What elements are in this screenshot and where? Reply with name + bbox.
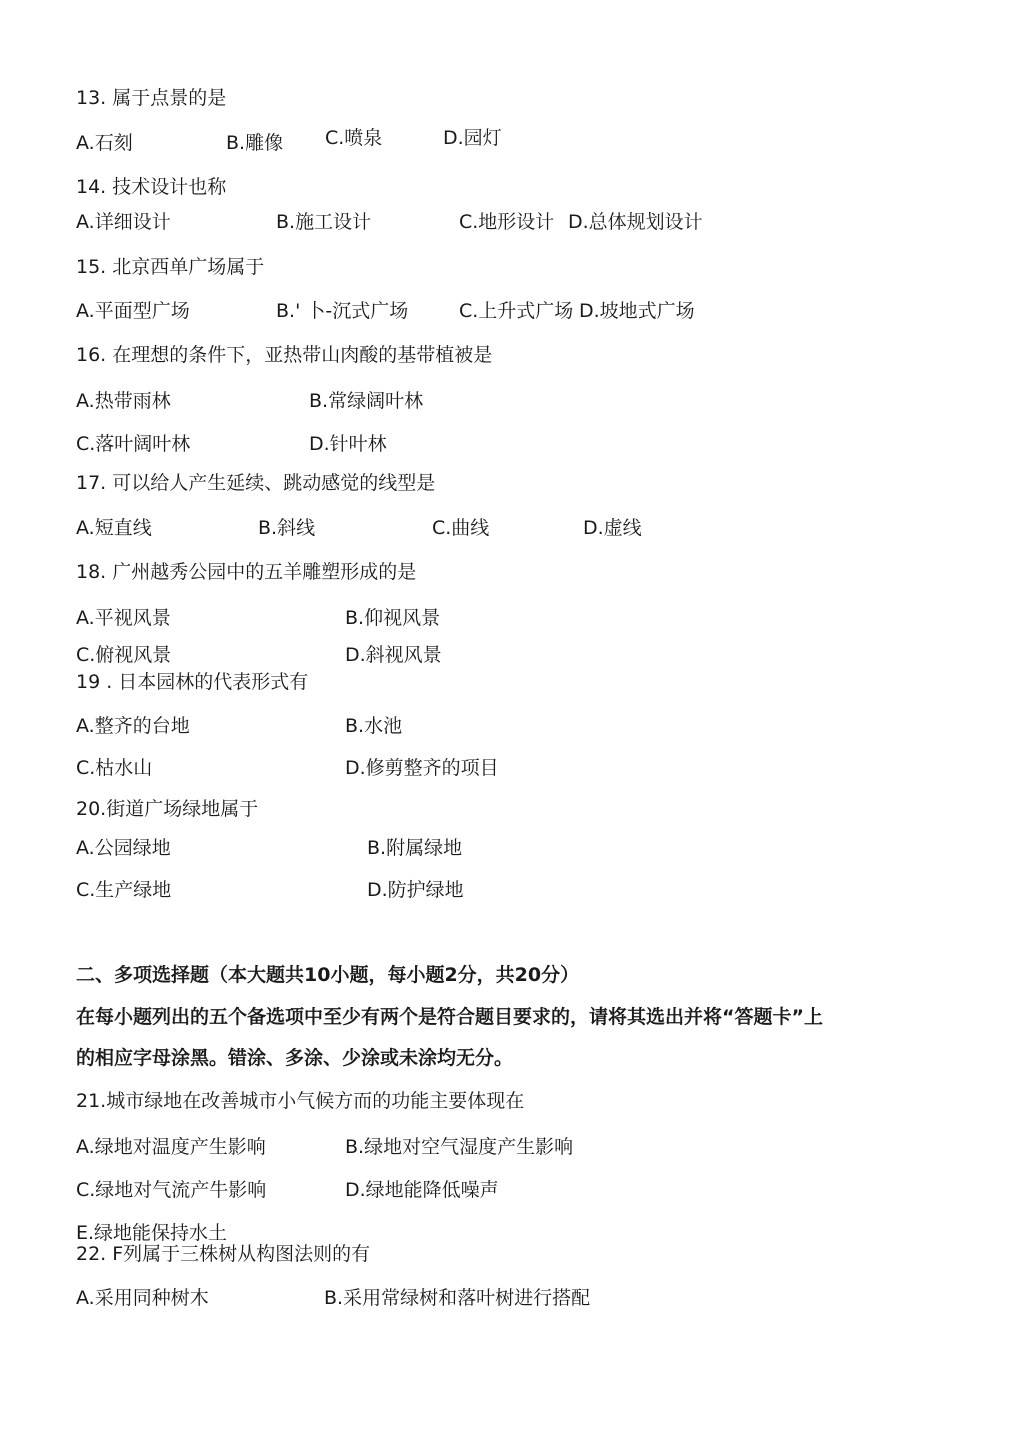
question-20-option-b: B.附属绿地 <box>367 837 463 859</box>
question-16-option-d: D.针叶林 <box>309 433 387 455</box>
question-15-option-a: A.平面型广场 <box>76 300 190 322</box>
question-15-stem: 15. 北京西单广场属于 <box>76 256 265 278</box>
question-17-option-a: A.短直线 <box>76 517 152 539</box>
question-22-option-b: B.采用常绿树和落叶树进行搭配 <box>324 1287 591 1309</box>
question-15-option-d: D.坡地式广场 <box>579 300 695 322</box>
question-22-stem: 22. F列属于三株树从构图法则的有 <box>76 1243 371 1265</box>
question-17-option-d: D.虚线 <box>583 517 642 539</box>
question-13-option-d: D.园灯 <box>443 127 502 149</box>
question-17-option-b: B.斜线 <box>258 517 316 539</box>
question-14-option-b: B.施工设计 <box>276 211 372 233</box>
question-20-stem: 20.街道广场绿地属于 <box>76 798 259 820</box>
question-14-option-d: D.总体规划设计 <box>568 211 703 233</box>
question-21-option-b: B.绿地对空气湿度产生影响 <box>345 1136 574 1158</box>
question-21-stem: 21.城市绿地在改善城市小气候方而的功能主要体现在 <box>76 1090 525 1112</box>
question-16-option-c: C.落叶阔叶林 <box>76 433 191 455</box>
question-14-option-c: C.地形设计 <box>459 211 555 233</box>
question-20-option-a: A.公园绿地 <box>76 837 171 859</box>
question-21-option-a: A.绿地对温度产生影响 <box>76 1136 266 1158</box>
question-14-stem: 14. 技术设计也称 <box>76 176 227 198</box>
section-instruction-line-1: 在每小题列出的五个备选项中至少有两个是符合题目要求的，请将其选出并将“答题卡”上 <box>76 1006 823 1028</box>
question-14-option-a: A.详细设计 <box>76 211 171 233</box>
question-19-stem: 19 . 日本园林的代表形式有 <box>76 671 309 693</box>
question-19-option-c: C.枯水山 <box>76 757 153 779</box>
question-18-option-b: B.仰视风景 <box>345 607 441 629</box>
question-18-option-c: C.俯视风景 <box>76 644 172 666</box>
question-15-option-b: B.' 卜-沉式广场 <box>276 300 409 322</box>
section-heading: 二、多项选择题（本大题共10小题，每小题2分，共20分） <box>76 964 580 986</box>
question-19-option-d: D.修剪整齐的项目 <box>345 757 499 779</box>
question-16-option-a: A.热带雨林 <box>76 390 171 412</box>
question-20-option-d: D.防护绿地 <box>367 879 464 901</box>
question-19-option-a: A.整齐的台地 <box>76 715 190 737</box>
question-18-option-a: A.平视风景 <box>76 607 171 629</box>
question-13-stem: 13. 属于点景的是 <box>76 87 227 109</box>
question-13-option-b: B.雕像 <box>226 132 284 154</box>
question-21-option-c: C.绿地对气流产牛影响 <box>76 1179 267 1201</box>
question-20-option-c: C.生产绿地 <box>76 879 172 901</box>
question-17-stem: 17. 可以给人产生延续、跳动感觉的线型是 <box>76 472 436 494</box>
question-16-stem: 16. 在理想的条件下，亚热带山肉酸的基带植被是 <box>76 344 493 366</box>
question-21-option-e: E.绿地能保持水土 <box>76 1222 228 1244</box>
question-22-option-a: A.采用同种树木 <box>76 1287 209 1309</box>
question-18-option-d: D.斜视风景 <box>345 644 442 666</box>
question-18-stem: 18. 广州越秀公园中的五羊雕塑形成的是 <box>76 561 417 583</box>
section-instruction-line-2: 的相应字母涂黑。错涂、多涂、少涂或未涂均无分。 <box>76 1047 514 1069</box>
question-13-option-c: C.喷泉 <box>325 127 383 149</box>
question-13-option-a: A.石刻 <box>76 132 133 154</box>
question-21-option-d: D.绿地能降低噪声 <box>345 1179 499 1201</box>
question-15-option-c: C.上升式广场 <box>459 300 574 322</box>
question-19-option-b: B.水池 <box>345 715 403 737</box>
question-17-option-c: C.曲线 <box>432 517 490 539</box>
question-16-option-b: B.常绿阔叶林 <box>309 390 424 412</box>
